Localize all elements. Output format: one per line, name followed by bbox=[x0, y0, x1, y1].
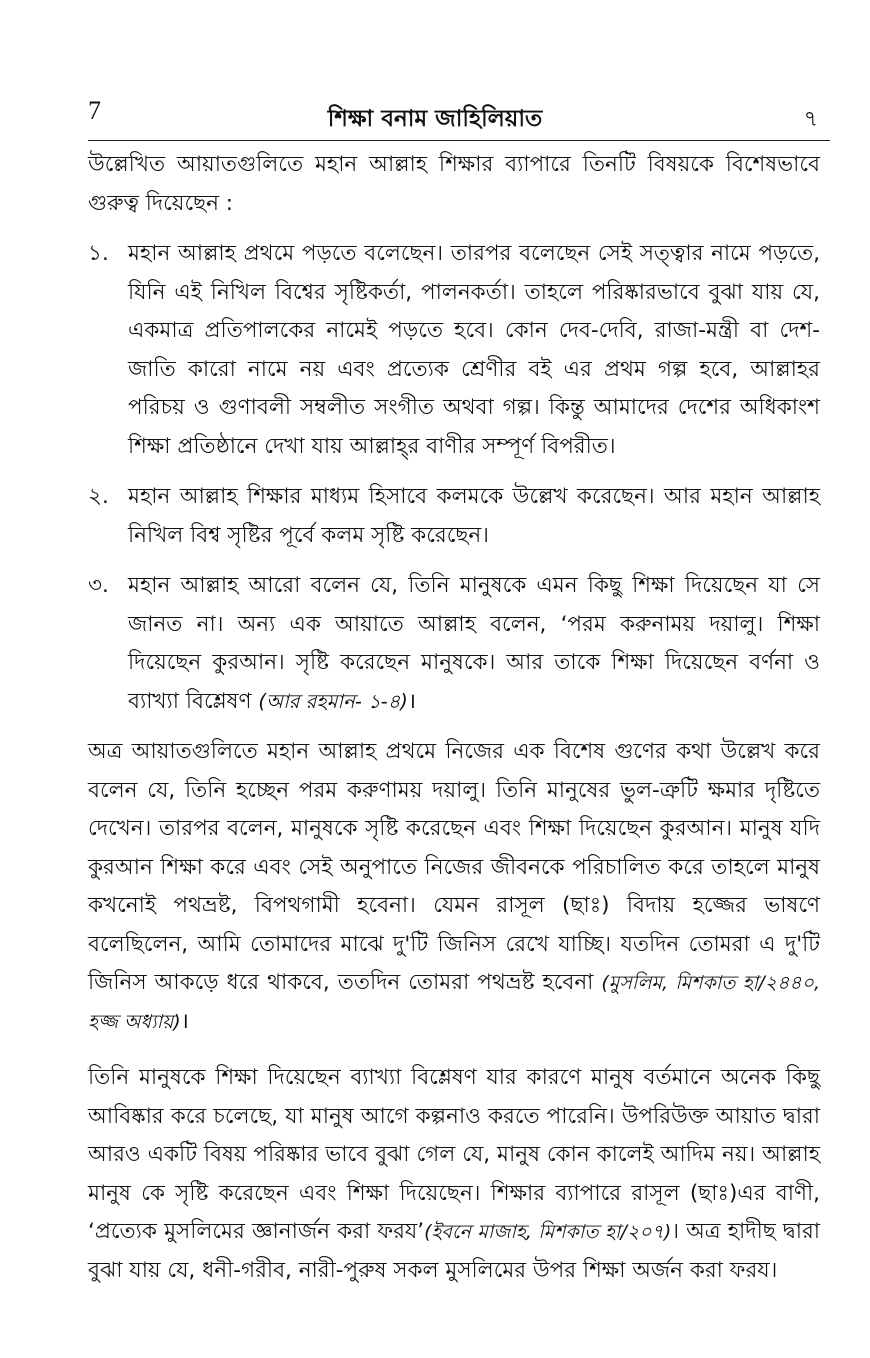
list-text: মহান আল্লাহ আরো বলেন যে, তিনি মানুষকে এমন কিছু শিক্ষা দিয়েছেন যা সে জানত না। অন্য এক আয়াতে আল্লাহ বলেন, ‘পরম করুনাময় দয়ালু। শিক্ষা দিয়েছেন কুরআন। সৃষ্টি করেছেন মানুষকে। আর তাকে শিক্ষা দিয়েছেন বর্ণনা ও ব্যাখ্যা বিশ্লেষণ bbox=[128, 573, 820, 714]
list-number: ১. bbox=[88, 241, 109, 266]
paragraph-text-end: । অত্র হাদীছ দ্বারা বুঝা যায় যে, ধনী-গরীব, নারী-পুরুষ সকল মুসলিমের উপর শিক্ষা অর্জন করা ফরয। bbox=[88, 1219, 821, 1283]
list-item bbox=[88, 235, 820, 466]
page-number-bengali: ৭ bbox=[803, 107, 818, 132]
body-paragraph bbox=[88, 733, 820, 1041]
sentence-end: । bbox=[407, 688, 417, 714]
list-item bbox=[88, 478, 820, 555]
list-item bbox=[88, 567, 820, 721]
page-number-latin: 7 bbox=[88, 96, 101, 125]
sentence-end: । bbox=[180, 1008, 189, 1034]
intro-paragraph: উল্লেখিত আয়াতগুলিতে মহান আল্লাহ শিক্ষার ব্যাপারে তিনটি বিষয়কে বিশেষভাবে গুরুত্ব দিয়েছেন : bbox=[88, 152, 820, 216]
points-list bbox=[88, 235, 820, 721]
header-divider bbox=[88, 140, 830, 141]
list-text: মহান আল্লাহ প্রথমে পড়তে বলেছেন। তারপর বলেছেন সেই সত্ত্বার নামে পড়তে, যিনি এই নিখিল বিশ্বের সৃষ্টিকর্তা, পালনকর্তা। তাহলে পরিষ্কারভাবে বুঝা যায় যে, একমাত্র প্রতিপালকের নামেই পড়তে হবে। কোন দেব-দেবি, রাজা-মন্ত্রী বা দেশ-জাতি কারো নামে নয় এবং প্রত্যেক শ্রেণীর বই এর প্রথম গল্প হবে, আল্লাহর পরিচয় ও গুণাবলী সম্বলীত সংগীত অথবা গল্প। কিন্তু আমাদের দেশের অধিকাংশ শিক্ষা প্রতিষ্ঠানে দেখা যায় আল্লাহ্‌র বাণীর সম্পূর্ণ বিপরীত। bbox=[128, 241, 820, 459]
citation: (আর রহমান- ১-৪) bbox=[258, 689, 408, 713]
paragraph-text: তিনি মানুষকে শিক্ষা দিয়েছেন ব্যাখ্যা বিশ্লেষণ যার কারণে মানুষ বর্তমানে অনেক কিছু আবিষ্কার করে চলেছে, যা মানুষ আগে কল্পনাও করতে পারেনি। উপরিউক্ত আয়াত দ্বারা আরও একটি বিষয় পরিষ্কার ভাবে বুঝা গেল যে, মানুষ কোন কালেই আদিম নয়। আল্লাহ মানুষ কে সৃষ্টি করেছেন এবং শিক্ষা দিয়েছেন। শিক্ষার ব্যাপারে রাসূল (ছাঃ)এর বাণী, ‘প্রত্যেক মুসলিমের জ্ঞানার্জন করা ফরয’ bbox=[88, 1065, 820, 1244]
list-number: ২. bbox=[88, 484, 109, 509]
running-title: শিক্ষা বনাম জাহিলিয়াত bbox=[327, 106, 543, 132]
list-number: ৩. bbox=[88, 573, 109, 598]
list-text: মহান আল্লাহ শিক্ষার মাধ্যম হিসাবে কলমকে উল্লেখ করেছেন। আর মহান আল্লাহ নিখিল বিশ্ব সৃষ্টির পূর্বে কলম সৃষ্টি করেছেন। bbox=[128, 484, 820, 548]
list-text-wrapper bbox=[128, 567, 820, 721]
paragraph-text: অত্র আয়াতগুলিতে মহান আল্লাহ প্রথমে নিজের এক বিশেষ গুণের কথা উল্লেখ করে বলেন যে, তিনি হচ্ছেন পরম করুণাময় দয়ালু। তিনি মানুষের ভুল-ত্রুটি ক্ষমার দৃষ্টিতে দেখেন। তারপর বলেন, মানুষকে সৃষ্টি করেছেন এবং শিক্ষা দিয়েছেন কুরআন। মানুষ যদি কুরআন শিক্ষা করে এবং সেই অনুপাতে নিজের জীবনকে পরিচালিত করে তাহলে মানুষ কখনোই পথভ্রষ্ট, বিপথগামী হবেনা। যেমন রাসূল (ছাঃ) বিদায় হজ্জের ভাষণে বলেছিলেন, আমি তোমাদের মাঝে দু'টি জিনিস রেখে যাচ্ছি। যতদিন তোমরা এ দু'টি জিনিস আকড়ে ধরে থাকবে, ততদিন তোমরা পথভ্রষ্ট হবেনা bbox=[88, 739, 820, 995]
citation: (ইবনে মাজাহ, মিশকাত হা/২০৭) bbox=[424, 1221, 672, 1243]
citation: (মুসলিম, মিশকাত হা/২৪৪০, হজ্জ অধ্যায়) bbox=[88, 972, 820, 1033]
page-body bbox=[88, 146, 820, 1308]
body-paragraph bbox=[88, 1059, 820, 1290]
